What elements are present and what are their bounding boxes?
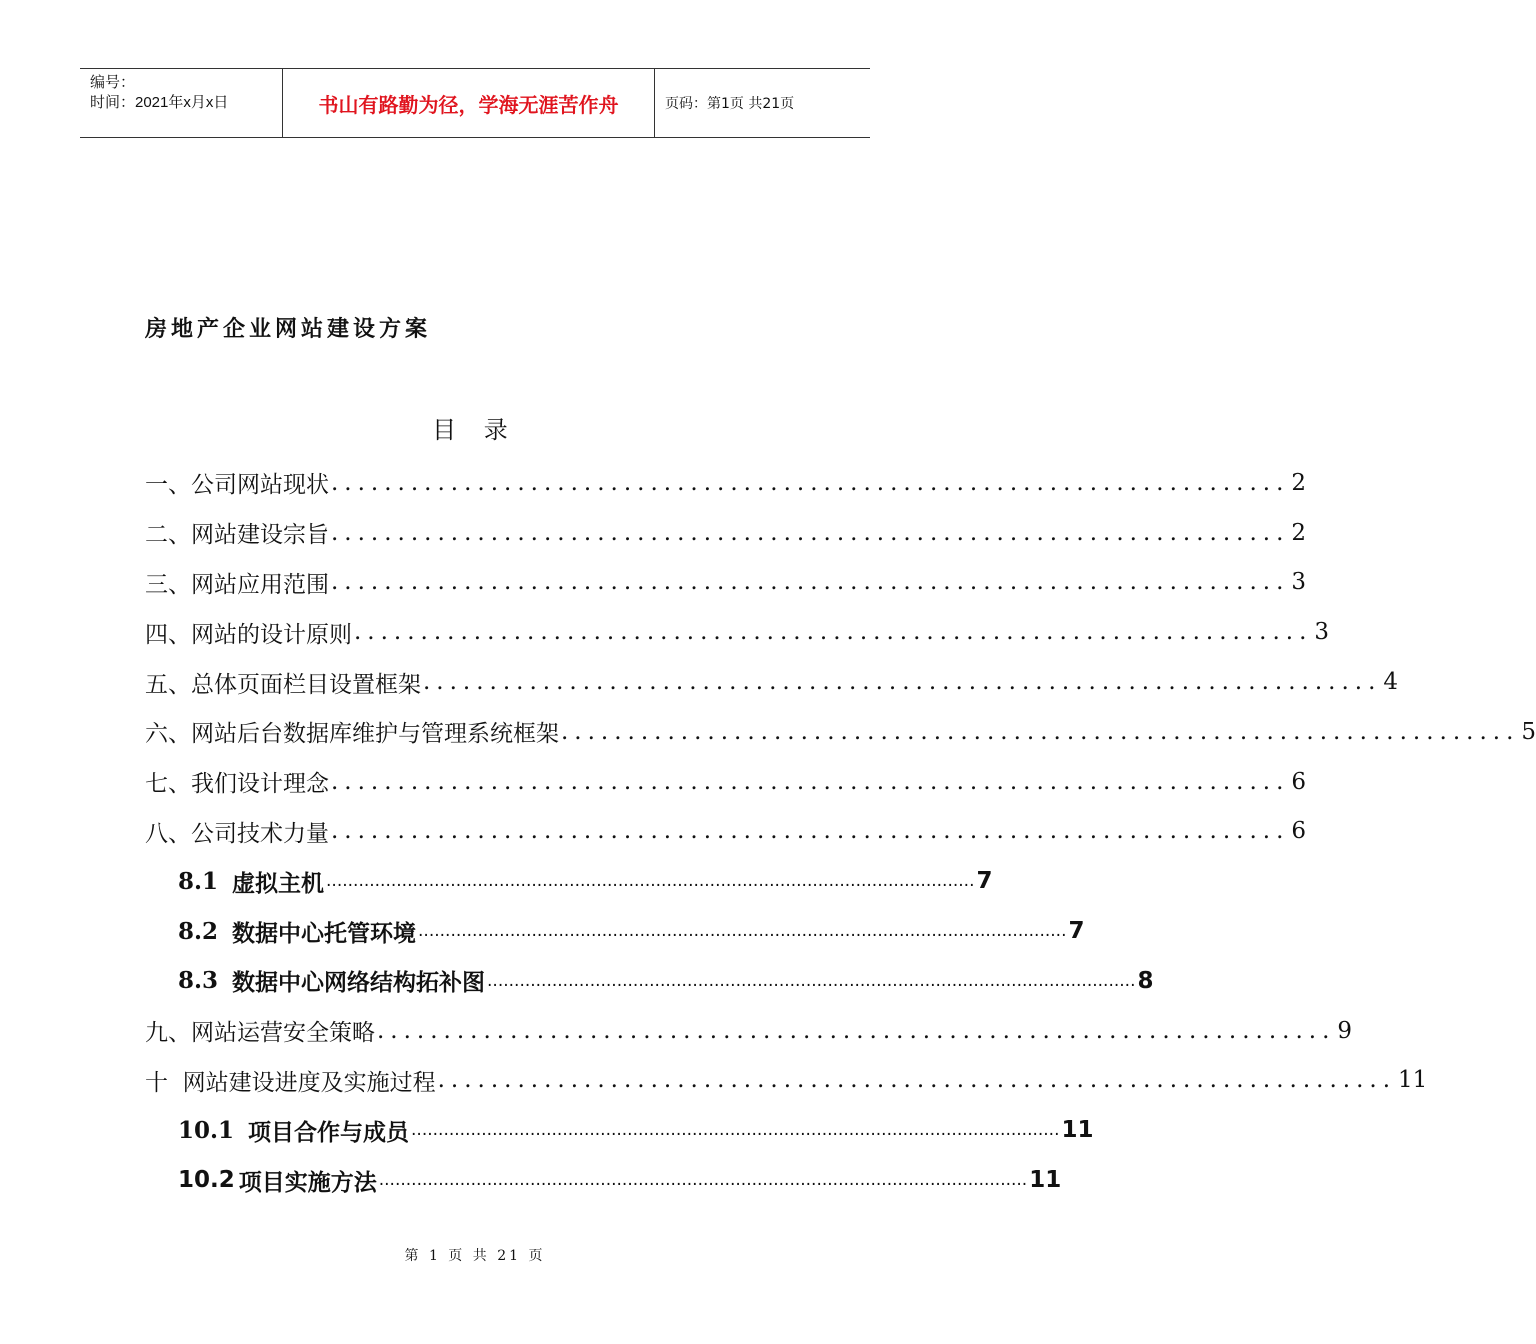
toc-entry[interactable] — [145, 1006, 1353, 1056]
toc-entry-page: 6 — [1291, 818, 1307, 845]
toc-entry[interactable] — [145, 707, 1536, 757]
header-time: 时间：2021年x月x日 — [90, 94, 229, 111]
toc-entry[interactable] — [145, 558, 1307, 608]
toc-leader: ........................................................................ — [561, 718, 1520, 745]
toc-entry-label: 八、公司技术力量 — [145, 820, 329, 847]
document-title: 房地产企业网站建设方案 — [145, 317, 432, 342]
toc-entry-label: 九、网站运营安全策略 — [145, 1020, 375, 1047]
toc-subentry-page: 8 — [1137, 967, 1154, 994]
table-of-contents — [145, 458, 1536, 1205]
toc-entry-page: 5 — [1521, 718, 1536, 745]
toc-leader: ........................................................................................................................ — [418, 921, 1067, 942]
toc-subentry-label: 虚拟主机 — [232, 870, 325, 897]
toc-leader: ........................................................................ — [331, 469, 1290, 496]
toc-subentry-page: 11 — [1029, 1167, 1062, 1194]
toc-entry[interactable] — [145, 757, 1307, 807]
toc-subentry-label: 数据中心托管环境 — [232, 920, 417, 947]
toc-subentry[interactable] — [145, 906, 1085, 956]
toc-entry[interactable] — [145, 508, 1307, 558]
toc-leader: ........................................................................................................................ — [326, 871, 975, 892]
header-meta — [80, 69, 282, 137]
toc-entry-page: 11 — [1398, 1067, 1428, 1094]
toc-subentry[interactable] — [145, 956, 1154, 1006]
toc-entry-label: 五、总体页面栏目设置框架 — [145, 671, 421, 698]
toc-entry-page: 2 — [1291, 519, 1307, 546]
toc-leader: ........................................................................ — [331, 519, 1290, 546]
toc-entry-label: 四、网站的设计原则 — [145, 621, 352, 648]
toc-subentry-label: 项目合作与成员 — [248, 1119, 410, 1146]
toc-entry-label: 七、我们设计理念 — [145, 771, 329, 798]
header-motto: 书山有路勤为径，学海无涯苦作舟 — [282, 69, 655, 137]
page-footer: 第 1 页 共 21 页 — [404, 1248, 546, 1264]
header-page-info: 页码：第1页 共21页 — [665, 96, 795, 112]
toc-subentry-page: 7 — [1068, 918, 1085, 945]
toc-entry-page: 2 — [1291, 469, 1307, 496]
toc-subentry-number: 10.1 — [178, 1116, 235, 1144]
toc-heading: 目 录 — [432, 416, 518, 444]
toc-entry-label: 六、网站后台数据库维护与管理系统框架 — [145, 721, 559, 748]
toc-leader: ........................................................................ — [437, 1067, 1397, 1094]
toc-leader: ........................................................................ — [331, 768, 1290, 795]
toc-leader: ........................................................................................................................ — [411, 1120, 1060, 1141]
toc-entry[interactable] — [145, 657, 1399, 707]
toc-entry[interactable] — [145, 607, 1330, 657]
toc-entry-label: 一、公司网站现状 — [145, 472, 329, 499]
toc-entry-label: 二、网站建设宗旨 — [145, 522, 329, 549]
toc-leader: ........................................................................................................................ — [378, 1170, 1028, 1191]
toc-subentry-page: 11 — [1061, 1117, 1094, 1144]
toc-entry-page: 3 — [1291, 569, 1307, 596]
toc-entry[interactable] — [145, 1056, 1428, 1106]
toc-subentry-number: 8.2 — [178, 917, 219, 945]
page-header — [80, 68, 870, 138]
toc-entry[interactable] — [145, 458, 1307, 508]
toc-subentry-page: 7 — [976, 868, 993, 895]
toc-leader: ........................................................................ — [331, 818, 1290, 845]
toc-leader: ........................................................................ — [354, 619, 1313, 646]
toc-leader: ........................................................................................................................ — [487, 970, 1136, 991]
toc-entry-label: 十 网站建设进度及实施过程 — [145, 1069, 436, 1096]
toc-subentry-label: 数据中心网络结构拓补图 — [232, 970, 486, 997]
toc-subentry[interactable] — [145, 1105, 1094, 1155]
toc-entry[interactable] — [145, 807, 1307, 857]
toc-subentry-number: 10.2 — [178, 1167, 235, 1194]
toc-leader: ........................................................................ — [331, 569, 1290, 596]
toc-subentry[interactable] — [145, 856, 993, 906]
toc-subentry-number: 8.1 — [178, 867, 219, 895]
toc-entry-page: 4 — [1383, 669, 1399, 696]
toc-subentry-label: 项目实施方法 — [238, 1169, 377, 1196]
toc-entry-label: 三、网站应用范围 — [145, 571, 329, 598]
header-number-label: 编号： — [90, 74, 136, 91]
toc-entry-page: 3 — [1314, 619, 1330, 646]
toc-subentry[interactable] — [145, 1155, 1062, 1205]
toc-leader: ........................................................................ — [423, 669, 1382, 696]
toc-entry-page: 9 — [1337, 1017, 1353, 1044]
toc-entry-page: 6 — [1291, 768, 1307, 795]
toc-subentry-number: 8.3 — [178, 967, 219, 995]
toc-leader: ........................................................................ — [377, 1017, 1336, 1044]
